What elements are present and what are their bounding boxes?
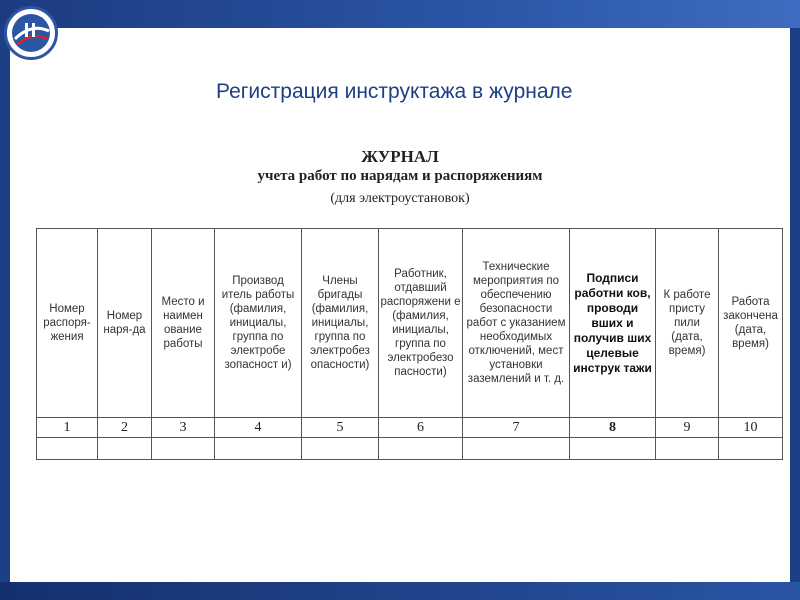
column-number: 2: [98, 418, 152, 438]
column-header: Номер распоря-жения: [37, 229, 98, 418]
column-header: Технические мероприятия по обеспечению безопасности работ с указанием необходимых отключений, мест установки заземлений и т. д.: [463, 229, 570, 418]
table-cell: [379, 438, 463, 460]
institution-logo-icon: [4, 6, 58, 60]
column-header: Работник, отдавший распоряжени е (фамилия, инициалы, группа по электробезо пасности): [379, 229, 463, 418]
table-cell: [656, 438, 719, 460]
journal-title: ЖУРНАЛ: [361, 147, 439, 166]
table-cell: [463, 438, 570, 460]
column-number: 5: [302, 418, 379, 438]
journal-header-row: [37, 229, 783, 418]
column-header: Члены бригады (фамилия, инициалы, группа по электробез опасности): [302, 229, 379, 418]
column-header: К работе присту пили (дата, время): [656, 229, 719, 418]
column-header: Номер наря-да: [98, 229, 152, 418]
bottom-band: [0, 582, 800, 600]
journal-table: [36, 228, 783, 460]
column-header: Производ итель работы (фамилия, инициалы, группа по электробе зопасност и): [215, 229, 302, 418]
table-cell: [719, 438, 783, 460]
journal-number-row: [37, 418, 783, 438]
table-cell: [37, 438, 98, 460]
journal-note: (для электроустановок): [330, 191, 470, 206]
table-cell: [302, 438, 379, 460]
column-number: 10: [719, 418, 783, 438]
column-number: 1: [37, 418, 98, 438]
top-band: [0, 0, 800, 28]
table-cell: [98, 438, 152, 460]
column-number: 7: [463, 418, 570, 438]
column-header: Подписи работни ков, проводи вших и получив ших целевые инструк тажи: [570, 229, 656, 418]
column-number: 4: [215, 418, 302, 438]
journal-blank-row: [37, 438, 783, 460]
journal-subtitle: учета работ по нарядам и распоряжениям: [257, 168, 543, 184]
column-number: 8: [570, 418, 656, 438]
table-cell: [570, 438, 656, 460]
column-header: Место и наимен ование работы: [152, 229, 215, 418]
column-number: 6: [379, 418, 463, 438]
table-cell: [215, 438, 302, 460]
slide-title: Регистрация инструктажа в журнале: [216, 80, 573, 103]
table-cell: [152, 438, 215, 460]
column-header: Работа закончена (дата, время): [719, 229, 783, 418]
column-number: 9: [656, 418, 719, 438]
column-number: 3: [152, 418, 215, 438]
